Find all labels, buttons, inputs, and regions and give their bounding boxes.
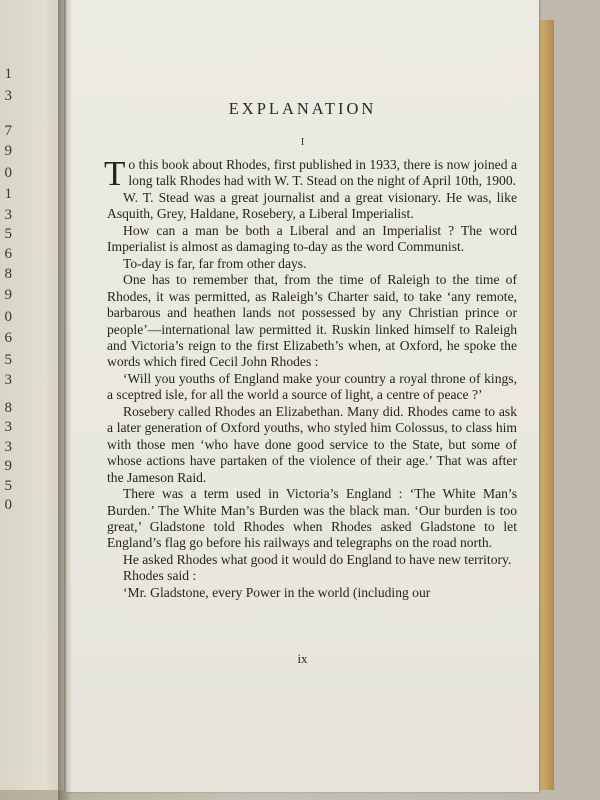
edge-digit: 0 [4, 309, 12, 325]
left-page-edge [0, 0, 65, 790]
paragraph: W. T. Stead was a great journalist and a great visionary. He was, like Asquith, Grey, Haldane, Rosebery, a Liberal Imperialist. [107, 189, 517, 222]
edge-digit: 9 [4, 287, 12, 303]
edge-digit: 1 [4, 66, 12, 82]
paragraph: There was a term used in Victoria’s England : ‘The White Man’s Burden.’ The White Man’s Burden was the black man. ‘Our burden is too great,’ Gladstone told Rhodes when Rhodes asked Gladstone to let England’s flag go before his railways and telegraphs on the road north. [107, 486, 517, 551]
section-number: I [300, 137, 305, 148]
page-number: ix [297, 651, 308, 666]
edge-digit: 6 [4, 330, 12, 346]
paragraph: One has to remember that, from the time of Raleigh to the time of Rhodes, it was permitted, as Raleigh’s Charter said, to take ‘any remote, barbarous and heathen lands not possessed by any Christian prince or people’—international law permitted it. Ruskin linked himself to Raleigh and Victoria’s reign to the first Elizabeth’s when, at Oxford, he spoke the words which fired Cecil John Rhodes : [107, 272, 517, 370]
edge-digit: 3 [4, 419, 12, 435]
binding-shadow [58, 0, 72, 800]
edge-digit: 7 [4, 123, 12, 139]
edge-digit: 0 [4, 497, 12, 513]
paragraph: Rosebery called Rhodes an Elizabethan. Many did. Rhodes came to ask a later generation of Oxford youths, who styled him Colossus, to class him with those men ‘who have done good service to the State, but some of whose actions have partaken of the violence of their age.’ That was after the Jameson Raid. [107, 403, 517, 485]
paragraph: He asked Rhodes what good it would do England to have new territory. [123, 551, 512, 567]
edge-digit: 5 [4, 478, 12, 494]
edge-digit: 5 [4, 226, 12, 242]
paragraph: How can a man be both a Liberal and an Imperialist ? The word Imperialist is almost as damaging to-day as the word Communist. [107, 222, 517, 255]
edge-digit: 3 [4, 372, 12, 388]
paragraph: ‘Will you youths of England make your country a royal throne of kings, a sceptred isle, for all the world a source of light, a centre of peace ?’ [107, 370, 517, 403]
edge-digit: 5 [4, 352, 12, 368]
book-page [66, 0, 539, 792]
edge-digit: 9 [4, 458, 12, 474]
paragraph [104, 154, 517, 193]
paragraph-text: o this book about Rhodes, first published in 1933, there is now joined a long talk Rhodes had with W. T. Stead on the night of April 10th, 1900. [128, 157, 517, 189]
edge-digit: 6 [4, 246, 12, 262]
chapter-title: EXPLANATION [228, 99, 377, 118]
drop-cap: T [104, 154, 126, 193]
edge-digit: 3 [4, 439, 12, 455]
page-body [104, 154, 517, 601]
edge-digit: 8 [4, 400, 12, 416]
edge-digit: 0 [4, 165, 12, 181]
edge-digit: 8 [4, 266, 12, 282]
paragraph: To-day is far, far from other days. [123, 255, 307, 271]
paragraph: Rhodes said : [123, 568, 197, 584]
edge-digit: 9 [4, 143, 12, 159]
edge-digit: 3 [4, 207, 12, 223]
edge-digit: 1 [4, 186, 12, 202]
paragraph: ‘Mr. Gladstone, every Power in the world (including our [123, 584, 431, 600]
edge-digit: 3 [4, 88, 12, 104]
